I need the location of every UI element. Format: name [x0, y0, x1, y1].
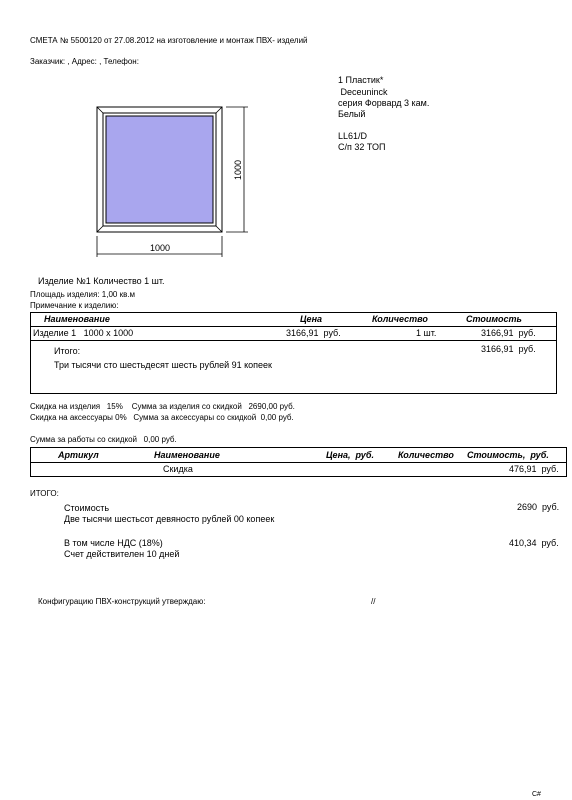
spec-line: 1 Пластик* [338, 75, 384, 85]
col-header-price: Цена [300, 314, 323, 324]
summary-cost-label: Стоимость [64, 503, 110, 513]
col-header-article: Артикул [58, 450, 99, 460]
row-item-cost: 3166,91 руб. [481, 328, 536, 338]
vat-value: 410,34 руб. [509, 538, 559, 548]
height-label: 1000 [233, 159, 243, 180]
col-header-name: Наименование [44, 314, 110, 324]
col-header-name: Наименование [154, 450, 220, 460]
row-discount-cost: 476,91 руб. [509, 464, 559, 474]
spec-line: LL61/D [338, 131, 368, 141]
total-value: 3166,91 руб. [481, 344, 536, 354]
row-item-qty: 1 шт. [416, 328, 437, 338]
col-header-cost: Стоимость, руб. [467, 450, 549, 460]
col-header-price: Цена, руб. [326, 450, 374, 460]
col-header-qty: Количество [372, 314, 428, 324]
customer-info: Заказчик: , Адрес: , Телефон: [30, 57, 139, 66]
approval-line: Конфигурацию ПВХ-конструкций утверждаю: [38, 597, 206, 606]
total-label: Итого: [54, 346, 81, 356]
summary-cost-value: 2690 руб. [517, 502, 560, 512]
discount-items: Скидка на изделия 15% Сумма за изделия со скидкой 2690,00 руб. [30, 402, 295, 411]
item-area: Площадь изделия: 1,00 кв.м [30, 290, 136, 299]
discount-accessories: Скидка на аксессуары 0% Сумма за аксессуары со скидкой 0,00 руб. [30, 413, 294, 422]
window-drawing [90, 100, 250, 260]
total-in-words: Три тысячи сто шестьдесят шесть рублей 91 копеек [54, 360, 272, 370]
spec-line: Deceuninck [338, 87, 388, 97]
summary-cost-words: Две тысячи шестьсот девяносто рублей 00 копеек [64, 514, 275, 524]
width-label: 1000 [150, 243, 171, 253]
row-item-price: 3166,91 руб. [286, 328, 341, 338]
col-header-qty: Количество [398, 450, 454, 460]
document-title: СМЕТА № 5500120 от 27.08.2012 на изготовление и монтаж ПВХ- изделий [30, 36, 308, 45]
summary-label: ИТОГО: [30, 489, 59, 498]
corner-mark: C# [532, 791, 541, 798]
spec-line: Белый [338, 109, 366, 119]
spec-line: серия Форвард 3 кам. [338, 98, 430, 108]
spec-line: С/п 32 ТОП [338, 142, 386, 152]
row-item-name: Изделие 1 1000 x 1000 [33, 328, 134, 338]
work-sum: Сумма за работы со скидкой 0,00 руб. [30, 435, 177, 444]
window-glass [106, 116, 213, 223]
item-heading: Изделие №1 Количество 1 шт. [38, 276, 165, 286]
row-discount-name: Скидка [163, 464, 193, 474]
col-header-cost: Стоимость [466, 314, 522, 324]
items-table [30, 312, 557, 394]
validity-note: Счет действителен 10 дней [64, 549, 180, 559]
item-note: Примечание к изделию: [30, 301, 119, 310]
vat-label: В том числе НДС (18%) [64, 538, 163, 548]
signature-slashes: // [371, 597, 376, 606]
